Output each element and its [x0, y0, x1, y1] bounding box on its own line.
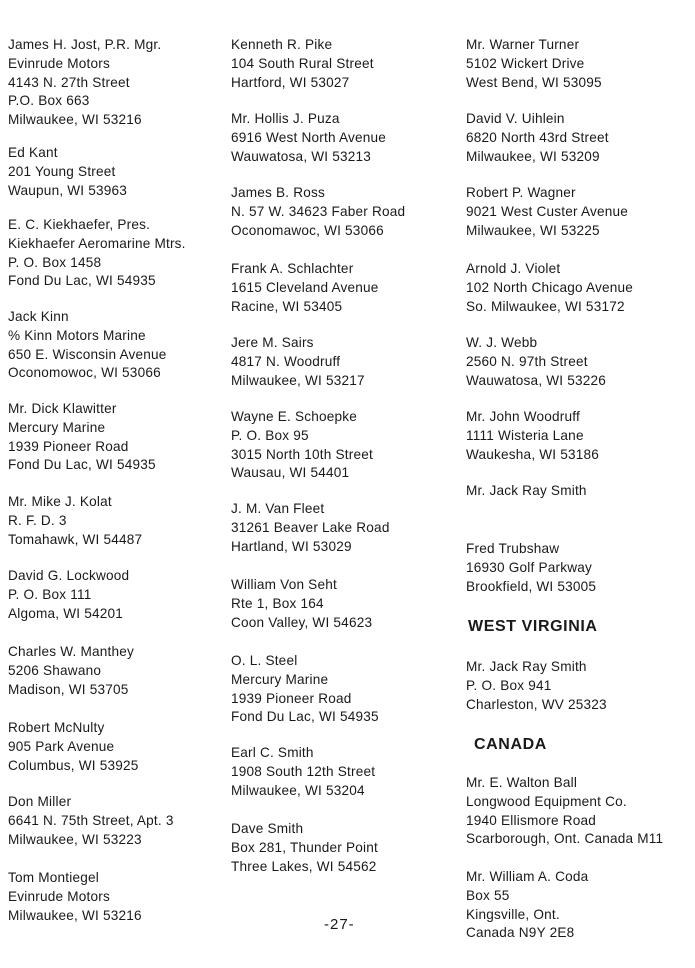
entry-address-line: Hartford, WI 53027 — [231, 74, 350, 90]
address-entry — [466, 540, 596, 596]
entry-address-line: Box 55 — [466, 887, 510, 903]
entry-address-line: Waupun, WI 53963 — [8, 182, 128, 198]
address-entry — [8, 308, 167, 383]
entry-address-line: 104 South Rural Street — [231, 55, 374, 71]
entry-name: Don Miller — [8, 794, 72, 809]
entry-address-line: Canada N9Y 2E8 — [466, 925, 575, 941]
entry-address-line: 650 E. Wisconsin Avenue — [8, 346, 167, 362]
entry-address-line: 1940 Ellismore Road — [466, 812, 596, 828]
address-entry — [466, 408, 599, 464]
entry-address-line: Fond Du Lac, WI 54935 — [231, 709, 379, 725]
address-entry — [466, 774, 663, 849]
entry-address-line: Kingsville, Ont. — [466, 906, 560, 922]
entry-address-line: Fond Du Lac, WI 54935 — [8, 457, 156, 473]
entry-address-line: Hartland, WI 53029 — [231, 538, 352, 554]
entry-address-line: 31261 Beaver Lake Road — [231, 519, 390, 535]
entry-address-line: 6916 West North Avenue — [231, 129, 387, 145]
entry-name: W. J. Webb — [466, 335, 538, 350]
entry-address-line: 6820 North 43rd Street — [466, 129, 609, 145]
entry-name: O. L. Steel — [231, 653, 298, 668]
entry-address-line: 5206 Shawano — [8, 662, 102, 678]
entry-address-line: 1908 South 12th Street — [231, 763, 376, 779]
entry-address-line: Columbus, WI 53925 — [8, 757, 139, 773]
address-entry — [231, 334, 365, 390]
entry-address-line: Kiekhaefer Aeromarine Mtrs. — [8, 235, 186, 251]
address-entry — [8, 719, 139, 775]
entry-name: Mr. Hollis J. Puza — [231, 111, 340, 126]
entry-address-line: P. O. Box 941 — [466, 677, 552, 693]
entry-address-line: 6641 N. 75th Street, Apt. 3 — [8, 812, 174, 828]
entry-address-line: 1615 Cleveland Avenue — [231, 279, 379, 295]
entry-name: J. M. Van Fleet — [231, 501, 325, 516]
entry-address-line: Charleston, WV 25323 — [466, 696, 607, 712]
entry-address-line: Milwaukee, WI 53216 — [8, 112, 142, 128]
entry-address-line: Tomahawk, WI 54487 — [8, 531, 143, 547]
address-entry — [466, 658, 607, 714]
entry-name: Fred Trubshaw — [466, 541, 560, 556]
entry-name: James H. Jost, P.R. Mgr. — [8, 37, 162, 52]
entry-address-line: N. 57 W. 34623 Faber Road — [231, 203, 406, 219]
entry-name: Robert McNulty — [8, 720, 105, 735]
entry-address-line: Wauwatosa, WI 53213 — [231, 148, 372, 164]
entry-address-line: P. O. Box 95 — [231, 427, 309, 443]
entry-name: Mr. William A. Coda — [466, 869, 589, 884]
entry-address-line: Mercury Marine — [8, 419, 106, 435]
entry-address-line: 4143 N. 27th Street — [8, 74, 130, 90]
address-entry — [231, 500, 390, 556]
entry-address-line: Milwaukee, WI 53216 — [8, 907, 142, 923]
address-entry — [466, 110, 609, 166]
entry-address-line: Mercury Marine — [231, 671, 329, 687]
entry-address-line: Longwood Equipment Co. — [466, 793, 627, 809]
address-entry — [231, 408, 373, 483]
address-entry — [8, 36, 161, 130]
entry-address-line: Wauwatosa, WI 53226 — [466, 372, 607, 388]
address-entry — [231, 576, 372, 632]
entry-name: David V. Uihlein — [466, 111, 565, 126]
address-entry — [231, 260, 379, 316]
entry-name: Mr. John Woodruff — [466, 409, 580, 424]
section-heading: WEST VIRGINIA — [468, 618, 598, 635]
entry-name: Earl C. Smith — [231, 745, 314, 760]
entry-address-line: 905 Park Avenue — [8, 738, 115, 754]
entry-name: Wayne E. Schoepke — [231, 409, 358, 424]
address-entry — [8, 643, 134, 699]
entry-address-line: Evinrude Motors — [8, 888, 110, 904]
entry-address-line: Three Lakes, WI 54562 — [231, 858, 377, 874]
entry-name: Kenneth R. Pike — [231, 37, 333, 52]
address-entry — [231, 744, 375, 800]
address-entry — [8, 144, 127, 200]
entry-address-line: Evinrude Motors — [8, 55, 110, 71]
entry-address-line: % Kinn Motors Marine — [8, 327, 146, 343]
entry-name: William Von Seht — [231, 577, 337, 592]
entry-address-line: Milwaukee, WI 53209 — [466, 148, 600, 164]
entry-name: Mr. Jack Ray Smith — [466, 659, 587, 674]
entry-name: Jack Kinn — [8, 309, 69, 324]
address-entry — [231, 110, 386, 166]
entry-address-line: 102 North Chicago Avenue — [466, 279, 634, 295]
entry-name: Robert P. Wagner — [466, 185, 576, 200]
address-entry — [8, 216, 186, 291]
entry-address-line: Oconomowoc, WI 53066 — [8, 365, 161, 381]
address-entry — [466, 868, 588, 943]
entry-address-line: R. F. D. 3 — [8, 512, 67, 528]
entry-name: Dave Smith — [231, 821, 304, 836]
entry-address-line: Milwaukee, WI 53223 — [8, 831, 142, 847]
entry-name: Mr. Warner Turner — [466, 37, 580, 52]
address-entry — [466, 184, 628, 240]
entry-address-line: Milwaukee, WI 53204 — [231, 782, 365, 798]
entry-name: Ed Kant — [8, 145, 58, 160]
entry-address-line: 9021 West Custer Avenue — [466, 203, 629, 219]
entry-address-line: Wausau, WI 54401 — [231, 465, 350, 481]
address-entry — [231, 652, 379, 727]
address-entry — [8, 793, 174, 849]
entry-address-line: Waukesha, WI 53186 — [466, 446, 600, 462]
address-entry — [466, 260, 633, 316]
entry-address-line: Oconomawoc, WI 53066 — [231, 222, 384, 238]
entry-name: Charles W. Manthey — [8, 644, 134, 659]
entry-address-line: 1939 Pioneer Road — [8, 438, 129, 454]
entry-address-line: Rte 1, Box 164 — [231, 595, 324, 611]
entry-name: James B. Ross — [231, 185, 326, 200]
entry-address-line: Milwaukee, WI 53217 — [231, 372, 365, 388]
entry-address-line: P.O. Box 663 — [8, 93, 90, 109]
entry-address-line: So. Milwaukee, WI 53172 — [466, 298, 625, 314]
address-entry — [8, 493, 142, 549]
entry-address-line: 16930 Golf Parkway — [466, 559, 593, 575]
entry-name: Mr. Mike J. Kolat — [8, 494, 112, 509]
entry-address-line: Algoma, WI 54201 — [8, 605, 124, 621]
address-entry — [466, 334, 606, 390]
entry-name: Arnold J. Violet — [466, 261, 561, 276]
entry-address-line: P. O. Box 111 — [8, 586, 92, 602]
section-heading: CANADA — [474, 736, 547, 753]
address-entry — [466, 36, 602, 92]
entry-name: David G. Lockwood — [8, 568, 130, 583]
address-entry — [466, 482, 587, 501]
address-entry — [231, 36, 374, 92]
entry-address-line: 3015 North 10th Street — [231, 446, 373, 462]
entry-address-line: Box 281, Thunder Point — [231, 839, 378, 855]
address-entry — [8, 869, 142, 925]
entry-name: Mr. Jack Ray Smith — [466, 483, 587, 498]
entry-address-line: Brookfield, WI 53005 — [466, 578, 597, 594]
entry-address-line: 1939 Pioneer Road — [231, 690, 352, 706]
entry-name: Frank A. Schlachter — [231, 261, 354, 276]
entry-address-line: 5102 Wickert Drive — [466, 55, 585, 71]
entry-address-line: 2560 N. 97th Street — [466, 353, 588, 369]
entry-address-line: Madison, WI 53705 — [8, 681, 129, 697]
entry-address-line: Milwaukee, WI 53225 — [466, 222, 600, 238]
entry-name: Mr. Dick Klawitter — [8, 401, 117, 416]
entry-name: E. C. Kiekhaefer, Pres. — [8, 217, 151, 232]
page-number: -27- — [324, 916, 355, 933]
entry-name: Tom Montiegel — [8, 870, 99, 885]
entry-address-line: P. O. Box 1458 — [8, 254, 102, 270]
entry-address-line: Scarborough, Ont. Canada M11 — [466, 831, 664, 847]
entry-address-line: Coon Valley, WI 54623 — [231, 614, 373, 630]
entry-address-line: 4817 N. Woodruff — [231, 353, 341, 369]
entry-address-line: Fond Du Lac, WI 54935 — [8, 273, 156, 289]
address-entry — [231, 820, 378, 876]
entry-address-line: 1111 Wisteria Lane — [466, 427, 584, 443]
entry-name: Jere M. Sairs — [231, 335, 314, 350]
entry-address-line: Racine, WI 53405 — [231, 298, 343, 314]
address-entry — [8, 567, 129, 623]
entry-address-line: West Bend, WI 53095 — [466, 74, 602, 90]
entry-address-line: 201 Young Street — [8, 163, 116, 179]
address-entry — [8, 400, 156, 475]
address-entry — [231, 184, 405, 240]
entry-name: Mr. E. Walton Ball — [466, 775, 578, 790]
